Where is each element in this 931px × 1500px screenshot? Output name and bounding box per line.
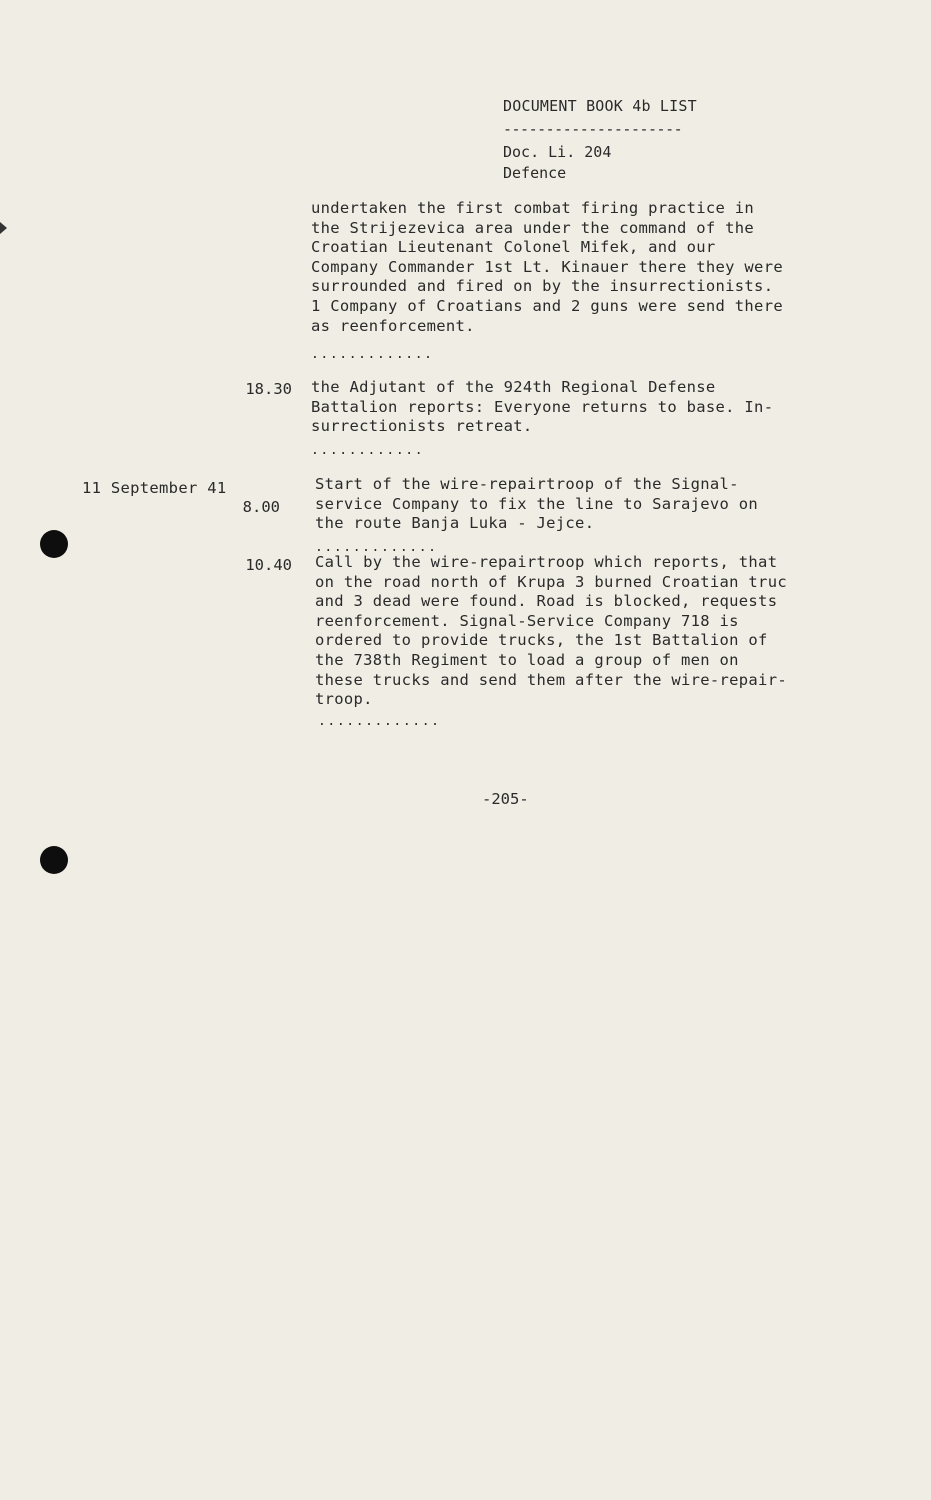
entry-text: Call by the wire-repairtroop which reports, that on the road north of Krupa 3 burned Croatian truc and 3 dead were found. Road is blocked, requests reenforcement. Signal-Service Company 718 is ordered to provide trucks, the 1st Battalion of the 738th Regiment to load a group of men on these trucks and send them after the wire-repair- troop.	[315, 553, 787, 709]
entry-date: 11 September 41	[82, 479, 227, 497]
entry-text: Start of the wire-repairtroop of the Signal- service Company to fix the line to Sarajevo on the route Banja Luka - Jejce.	[315, 475, 759, 533]
page-edge-mark	[0, 222, 7, 234]
entry-text: undertaken the first combat firing practice in the Strijezevica area under the command of the Croatian Lieutenant Colonel Mifek, and our Company Commander 1st Lt. Kinauer there they were surrounded and fired on by the insurrectionists. 1 Company of Croatians and 2 guns were send there as reenforcement.	[311, 199, 783, 335]
page-number: -205-	[482, 790, 529, 808]
entry-time: 18.30	[245, 380, 292, 398]
document-reference: Doc. Li. 204	[503, 143, 612, 161]
document-category: Defence	[503, 164, 567, 182]
entry-separator: .............	[318, 714, 441, 729]
entry-separator: .............	[315, 540, 438, 555]
punch-hole-bottom	[40, 846, 68, 874]
punch-hole-top	[40, 530, 68, 558]
entry-separator: .............	[311, 347, 434, 362]
document-title: DOCUMENT BOOK 4b LIST	[503, 97, 697, 115]
title-underline: ---------------------	[503, 120, 683, 138]
entry-text: the Adjutant of the 924th Regional Defense Battalion reports: Everyone returns to base. In- surrectionists retreat.	[311, 378, 774, 436]
document-header	[503, 96, 697, 184]
entry-time: 8.00	[242, 498, 280, 516]
entry-separator: ............	[311, 443, 425, 458]
entry-time: 10.40	[245, 556, 292, 574]
